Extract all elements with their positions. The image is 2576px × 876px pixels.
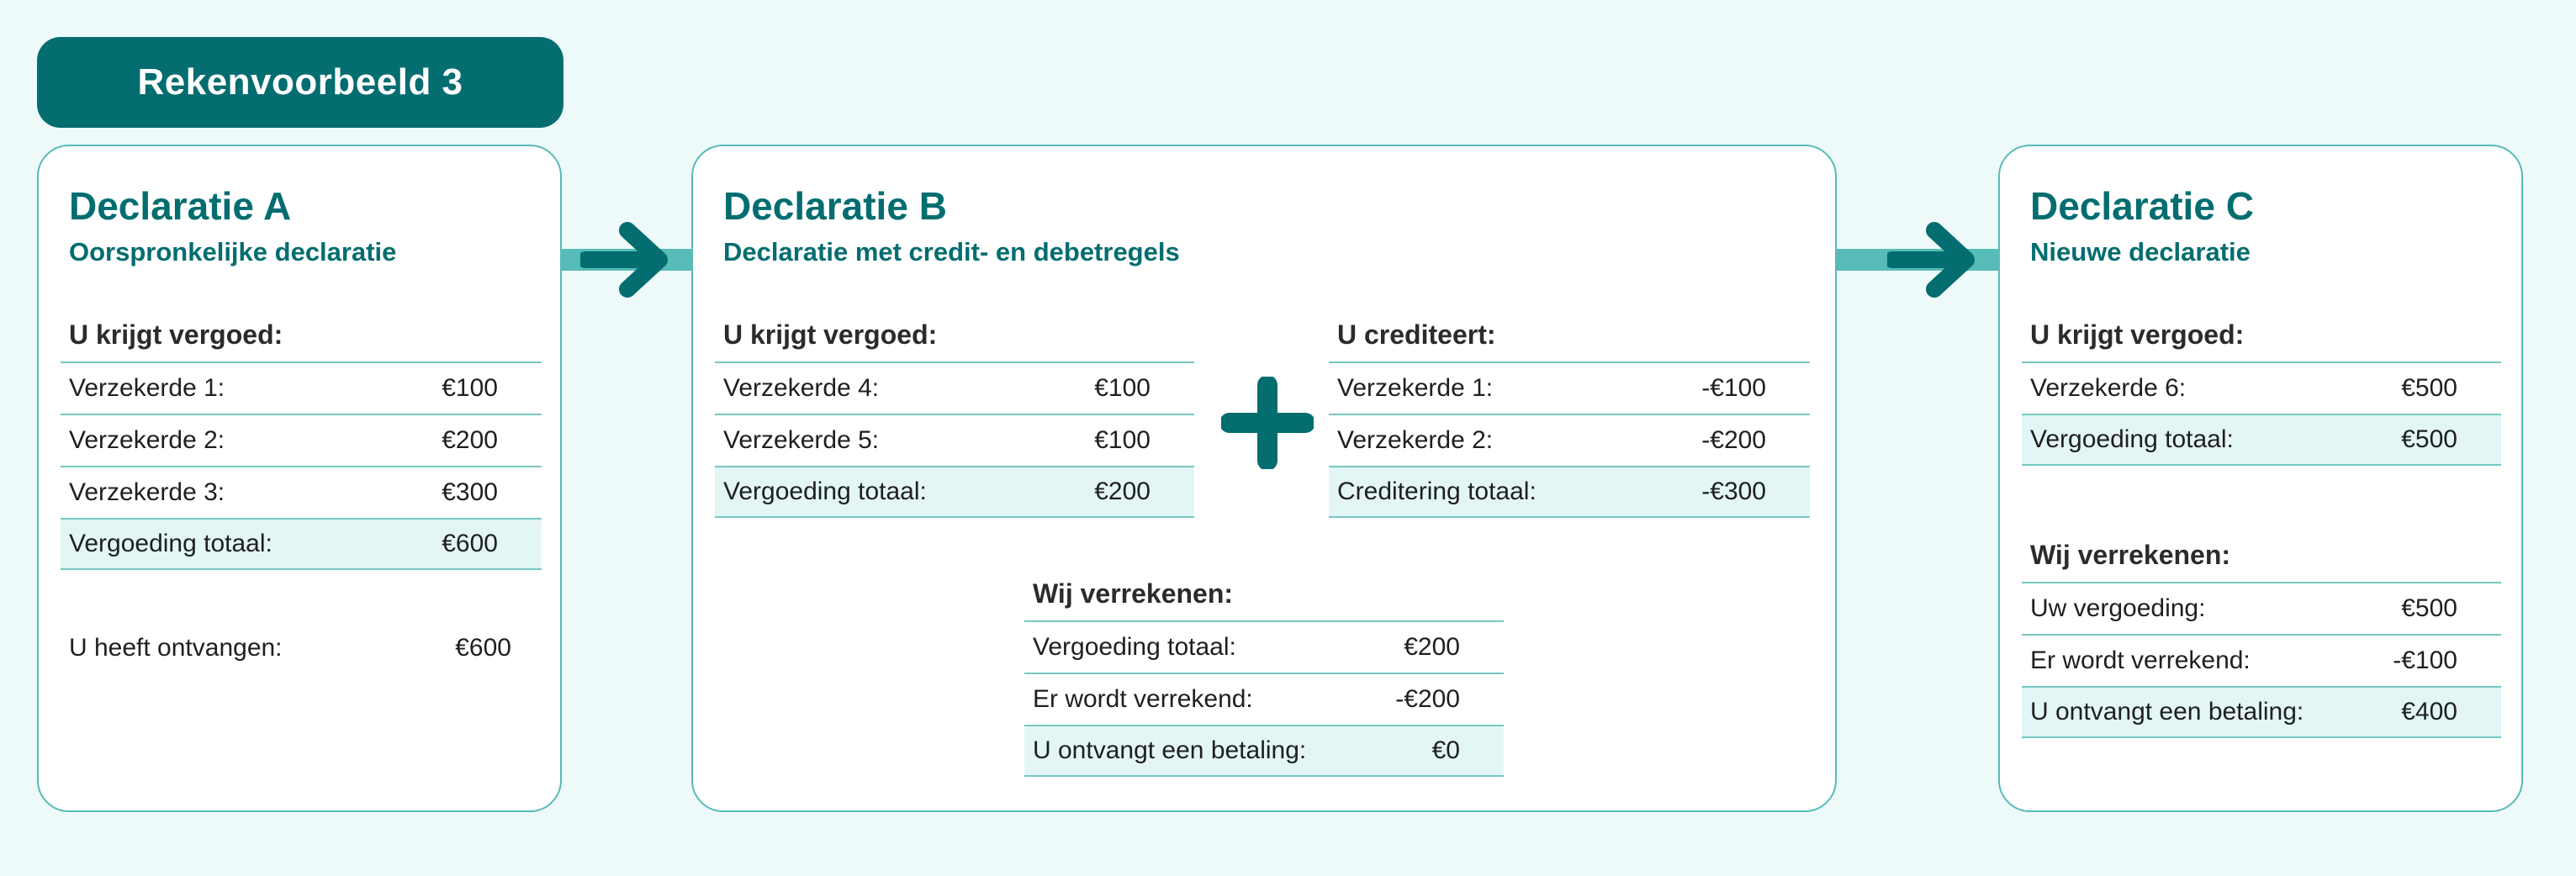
table-row xyxy=(1329,414,1810,466)
card-subtitle: Declaratie met credit- en debetregels xyxy=(723,237,1180,266)
section-heading-settle: Wij verrekenen: xyxy=(1033,578,1234,609)
table-row xyxy=(2022,582,2501,634)
total-row xyxy=(1329,466,1810,518)
row-label: Vergoeding totaal: xyxy=(723,478,927,505)
received-row xyxy=(69,634,511,662)
table-row xyxy=(61,414,542,466)
card-title: Declaratie A xyxy=(69,184,292,228)
row-label: Creditering totaal: xyxy=(1337,478,1537,505)
table-row xyxy=(2022,634,2501,686)
table-row xyxy=(1329,361,1810,414)
row-label: Verzekerde 1: xyxy=(69,374,225,402)
row-label: Vergoeding totaal: xyxy=(1033,633,1236,661)
row-label: Verzekerde 6: xyxy=(2030,374,2187,402)
table-row xyxy=(61,466,542,518)
row-label: Er wordt verrekend: xyxy=(2030,646,2251,674)
receive-table xyxy=(715,361,1194,518)
table-row xyxy=(715,361,1194,414)
row-value: -€200 xyxy=(1395,685,1460,713)
row-value: €200 xyxy=(442,426,498,454)
total-row xyxy=(2022,686,2501,738)
row-label: Verzekerde 2: xyxy=(1337,426,1494,454)
example-badge: Rekenvoorbeeld 3 xyxy=(37,37,563,128)
receive-table xyxy=(61,361,542,570)
row-value: €0 xyxy=(1431,736,1460,764)
row-value: €300 xyxy=(442,478,498,506)
row-label: Vergoeding totaal: xyxy=(69,530,272,557)
row-value: €500 xyxy=(2401,374,2457,402)
settle-table xyxy=(2022,582,2501,738)
card-declaratie-c xyxy=(1998,145,2523,812)
total-row xyxy=(1024,725,1504,777)
card-subtitle: Nieuwe declaratie xyxy=(2030,237,2251,266)
section-heading-credit: U crediteert: xyxy=(1337,319,1496,350)
row-value: -€300 xyxy=(1701,478,1766,505)
row-value: €600 xyxy=(455,634,511,662)
row-value: -€100 xyxy=(2393,646,2457,674)
row-label: Verzekerde 5: xyxy=(723,426,880,454)
section-heading-settle: Wij verrekenen: xyxy=(2030,540,2231,570)
card-declaratie-a xyxy=(37,145,562,812)
row-value: €100 xyxy=(1094,374,1150,402)
plus-icon xyxy=(1221,377,1314,469)
section-heading-receive: U krijgt vergoed: xyxy=(723,319,938,350)
row-label: Er wordt verrekend: xyxy=(1033,685,1253,713)
row-value: €200 xyxy=(1094,478,1150,505)
row-label: U ontvangt een betaling: xyxy=(2030,698,2304,726)
total-row xyxy=(715,466,1194,518)
table-row xyxy=(1024,673,1504,725)
row-label: Verzekerde 2: xyxy=(69,426,225,454)
row-label: Verzekerde 1: xyxy=(1337,374,1494,402)
settle-table xyxy=(1024,620,1504,777)
row-value: €100 xyxy=(1094,426,1150,454)
row-value: €600 xyxy=(442,530,498,557)
table-row xyxy=(2022,361,2501,414)
row-value: -€100 xyxy=(1701,374,1766,402)
row-label: U ontvangt een betaling: xyxy=(1033,736,1307,764)
section-heading-receive: U krijgt vergoed: xyxy=(2030,319,2245,350)
arrow-right-icon xyxy=(1887,222,1980,298)
row-value: €200 xyxy=(1404,633,1460,661)
receive-table xyxy=(2022,361,2501,466)
arrow-right-icon xyxy=(580,222,673,298)
credit-table xyxy=(1329,361,1810,518)
row-label: Uw vergoeding: xyxy=(2030,594,2206,622)
table-row xyxy=(1024,620,1504,673)
row-value: €500 xyxy=(2401,594,2457,622)
row-value: €100 xyxy=(442,374,498,402)
card-subtitle: Oorspronkelijke declaratie xyxy=(69,237,397,266)
row-label: Vergoeding totaal: xyxy=(2030,425,2234,453)
table-row xyxy=(61,361,542,414)
section-heading-receive: U krijgt vergoed: xyxy=(69,319,283,350)
row-value: -€200 xyxy=(1701,426,1766,454)
row-value: €500 xyxy=(2401,425,2457,453)
table-row xyxy=(715,414,1194,466)
row-label: U heeft ontvangen: xyxy=(69,634,283,662)
total-row xyxy=(61,518,542,570)
card-title: Declaratie C xyxy=(2030,184,2254,228)
row-label: Verzekerde 4: xyxy=(723,374,880,402)
card-declaratie-b xyxy=(691,145,1837,812)
total-row xyxy=(2022,414,2501,466)
card-title: Declaratie B xyxy=(723,184,947,228)
row-label: Verzekerde 3: xyxy=(69,478,225,506)
row-value: €400 xyxy=(2401,698,2457,726)
